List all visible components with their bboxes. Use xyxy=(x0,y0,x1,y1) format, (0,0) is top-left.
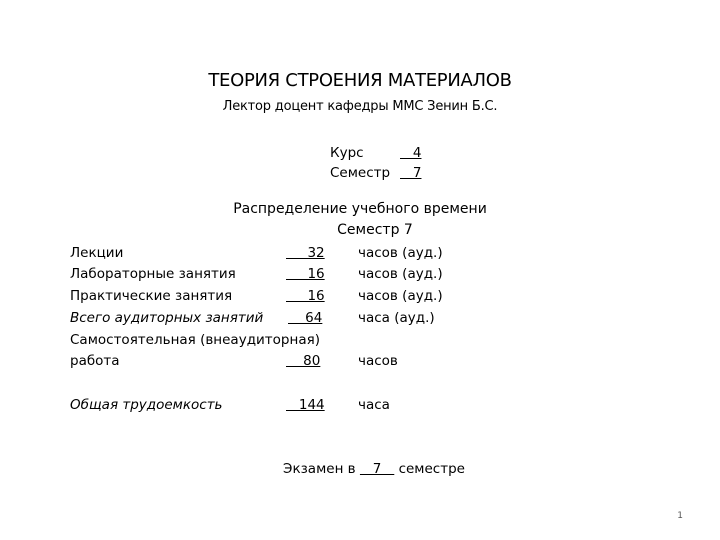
hours-label: Самостоятельная (внеаудиторная) xyxy=(70,332,320,348)
hours-unit: часов (ауд.) xyxy=(358,245,443,261)
hours-label: Лекции xyxy=(70,245,124,261)
hours-row-independent-line1 xyxy=(70,332,490,352)
page-number: 1 xyxy=(677,511,683,521)
page-title: ТЕОРИЯ СТРОЕНИЯ МАТЕРИАЛОВ xyxy=(208,70,512,91)
hours-value: 16 xyxy=(286,266,325,282)
semester-value: 7 xyxy=(400,165,422,181)
hours-value: 16 xyxy=(286,288,325,304)
hours-value: 144 xyxy=(286,397,325,413)
course-row xyxy=(330,145,421,161)
hours-row-lectures xyxy=(70,245,490,265)
exam-semester-value: 7 xyxy=(359,461,395,477)
course-value: 4 xyxy=(400,145,422,161)
hours-row-practice xyxy=(70,288,490,308)
lecturer-subtitle: Лектор доцент кафедры ММС Зенин Б.С. xyxy=(222,99,498,114)
hours-row-total-classroom xyxy=(70,310,490,330)
hours-value: 80 xyxy=(286,353,321,369)
hours-label: Практические занятия xyxy=(70,288,233,304)
hours-unit: часа xyxy=(358,397,390,413)
hours-unit: часов (ауд.) xyxy=(358,288,443,304)
distribution-heading: Распределение учебного времени xyxy=(233,201,487,217)
hours-unit: часов (ауд.) xyxy=(358,266,443,282)
hours-label: Общая трудоемкость xyxy=(70,397,223,413)
hours-row-labs xyxy=(70,266,490,286)
hours-value: 64 xyxy=(288,310,323,326)
course-label: Курс xyxy=(330,145,364,161)
hours-unit: часов xyxy=(358,353,398,369)
hours-row-independent xyxy=(70,353,490,373)
exam-line xyxy=(0,461,720,477)
semester-row xyxy=(330,165,421,181)
exam-prefix: Экзамен в xyxy=(283,461,360,477)
semester-label: Семестр xyxy=(330,165,391,181)
distribution-semester-heading: Семестр 7 xyxy=(337,222,413,238)
hours-label: Лабораторные занятия xyxy=(70,266,236,282)
hours-row-total xyxy=(70,397,490,417)
hours-unit: часа (ауд.) xyxy=(358,310,435,326)
hours-label: работа xyxy=(70,353,120,369)
hours-label: Всего аудиторных занятий xyxy=(70,310,264,326)
hours-value: 32 xyxy=(286,245,325,261)
exam-suffix: семестре xyxy=(394,461,465,477)
